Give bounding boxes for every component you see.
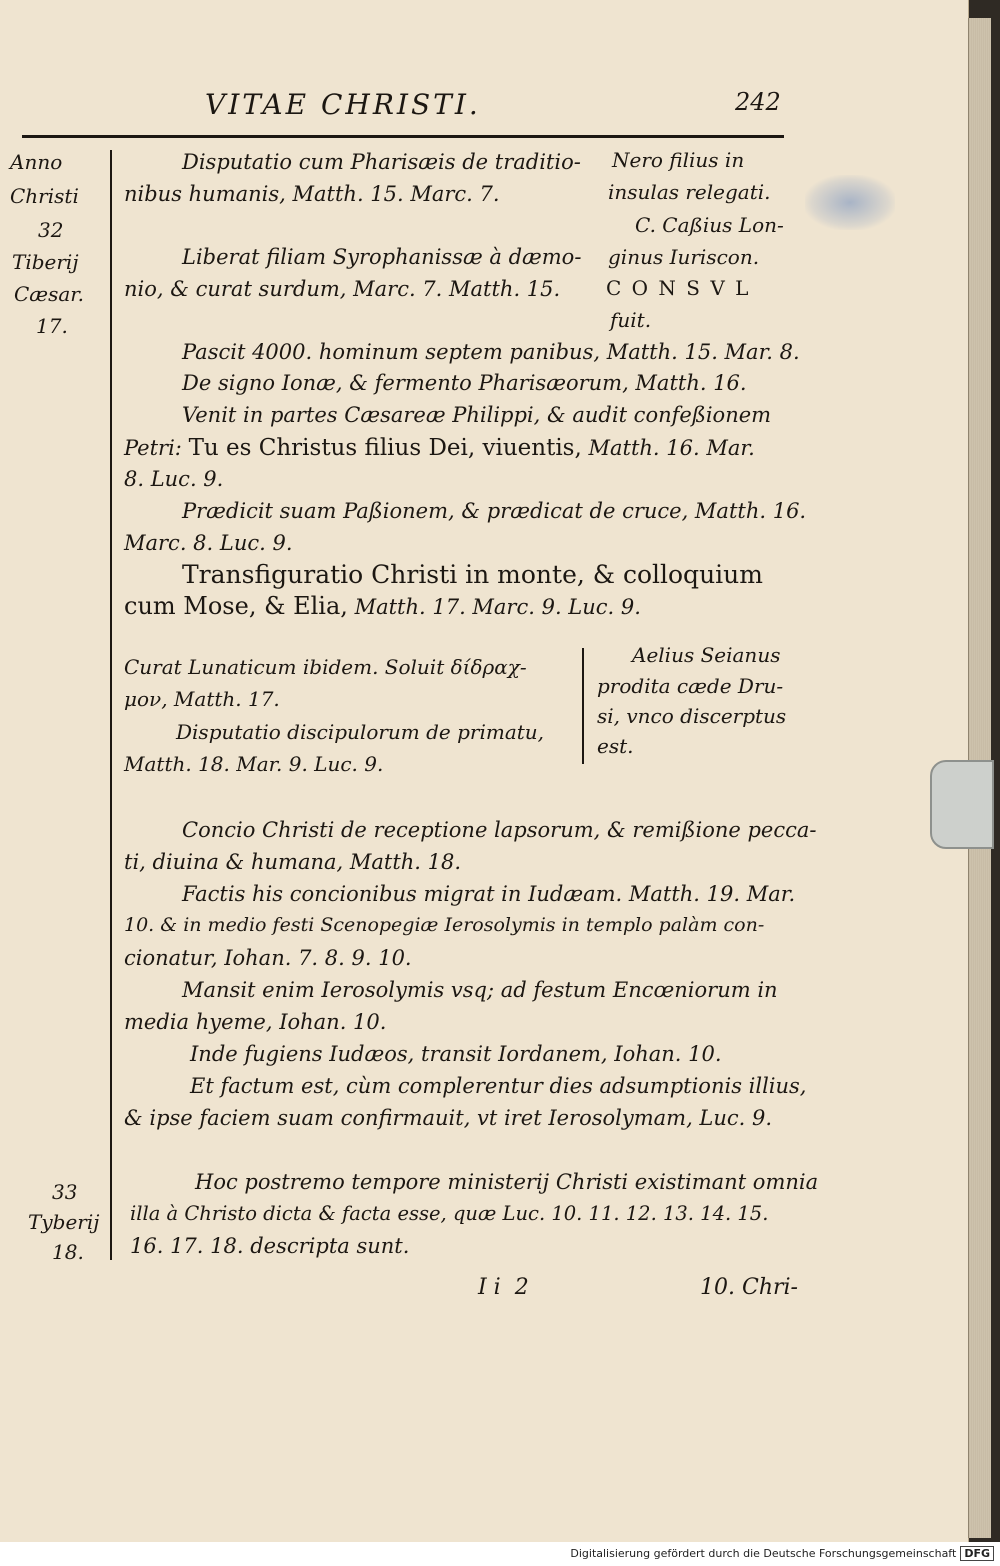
body-fragment: Tu es Christus filius Dei, viuentis, [188,435,582,461]
body-line [124,435,755,461]
body-line: media hyeme, Iohan. 10. [124,1010,387,1034]
dfg-logo: DFG [960,1546,994,1561]
signature-mark: I i 2 [478,1275,529,1300]
ink-stain [805,175,895,230]
right-margin-line: est. [597,734,634,758]
body-line: Prædicit suam Paßionem, & prædicat de cruce, Matth. 16. [182,499,807,523]
body-line: Pascit 4000. hominum septem panibus, Matth. 15. Mar. 8. [182,340,800,364]
catchword: 10. Chri- [700,1275,798,1300]
left-margin-line: Tyberij [28,1210,100,1234]
footer-credit: Digitalisierung gefördert durch die Deutsche Forschungsgemeinschaft [570,1547,957,1560]
page-number: 242 [735,88,781,116]
margin-rule-left [110,150,112,1260]
body-line: Disputatio cum Pharisæis de traditio- [182,150,581,174]
left-margin-line: 33 [52,1180,78,1204]
body-line: Disputatio discipulorum de primatu, [176,720,545,744]
right-margin-line: ginus Iuriscon. [608,245,760,269]
body-line: 10. & in medio festi Scenopegiæ Ierosolymis in templo palàm con- [124,914,765,936]
body-line: illa à Christo dicta & facta esse, quæ Luc. 10. 11. 12. 13. 14. 15. [130,1202,769,1225]
body-fragment: cum Mose, & Elia, [124,592,348,620]
body-line: & ipse faciem suam confirmauit, vt iret Ierosolymam, Luc. 9. [124,1106,773,1130]
left-margin-line: Tiberij [12,250,79,274]
body-line: ti, diuina & humana, Matth. 18. [124,850,462,874]
body-line: nibus humanis, Matth. 15. Marc. 7. [124,182,500,206]
header-rule [22,135,784,138]
right-margin-line: Nero filius in [612,148,745,172]
page-clip [930,760,994,849]
left-margin-line: Anno [10,150,63,174]
body-line: Factis his concionibus migrat in Iudæam. Matth. 19. Mar. [182,882,796,906]
left-margin-line: Cæsar. [14,282,85,306]
body-line: Concio Christi de receptione lapsorum, & remißione pecca- [182,818,817,842]
body-fragment: Matth. 17. Marc. 9. Luc. 9. [347,595,641,619]
body-line: nio, & curat surdum, Marc. 7. Matth. 15. [124,277,561,301]
body-line: Mansit enim Ierosolymis vsq; ad festum Encœniorum in [182,978,778,1002]
body-line: Venit in partes Cæsareæ Philippi, & audit confeßionem [182,403,772,427]
body-line: cionatur, Iohan. 7. 8. 9. 10. [124,946,412,970]
body-fragment: Petri: [124,436,189,460]
body-line: Hoc postremo tempore ministerij Christi existimant omnia [195,1170,819,1194]
body-line: Et factum est, cùm complerentur dies adsumptionis illius, [190,1074,807,1098]
right-margin-line: insulas relegati. [608,180,771,204]
body-fragment: Matth. 16. Mar. [581,436,755,460]
margin-rule-right [582,648,584,764]
body-line: Inde fugiens Iudæos, transit Iordanem, Iohan. 10. [190,1042,722,1066]
right-margin-line: fuit. [610,308,652,332]
right-margin-line: C. Caßius Lon- [635,213,784,237]
left-margin-line: Christi [10,184,79,208]
digitization-footer [0,1542,1000,1566]
body-line: Matth. 18. Mar. 9. Luc. 9. [124,752,384,776]
body-line: 16. 17. 18. descripta sunt. [130,1234,410,1258]
right-margin-line: C O N S V L [606,276,751,300]
left-margin-line: 17. [36,314,68,338]
running-title: VITAE CHRISTI. [205,88,481,121]
left-margin-line: 32 [38,218,64,242]
left-margin-line: 18. [52,1240,84,1264]
body-line: Curat Lunaticum ibidem. Soluit δίδραχ- [124,655,527,679]
body-line [124,592,641,620]
right-margin-line: Aelius Seianus [632,643,781,667]
body-line: Marc. 8. Luc. 9. [124,531,293,555]
body-line: Liberat filiam Syrophanissæ à dæmo- [182,245,582,269]
body-line: μον, Matth. 17. [124,687,280,711]
right-margin-line: si, vnco discerptus [597,704,787,728]
right-margin-line: prodita cæde Dru- [597,674,784,698]
body-line: 8. Luc. 9. [124,467,224,491]
body-line: De signo Ionæ, & fermento Pharisæorum, Matth. 16. [182,371,747,395]
body-line: Transfiguratio Christi in monte, & colloquium [182,560,763,589]
